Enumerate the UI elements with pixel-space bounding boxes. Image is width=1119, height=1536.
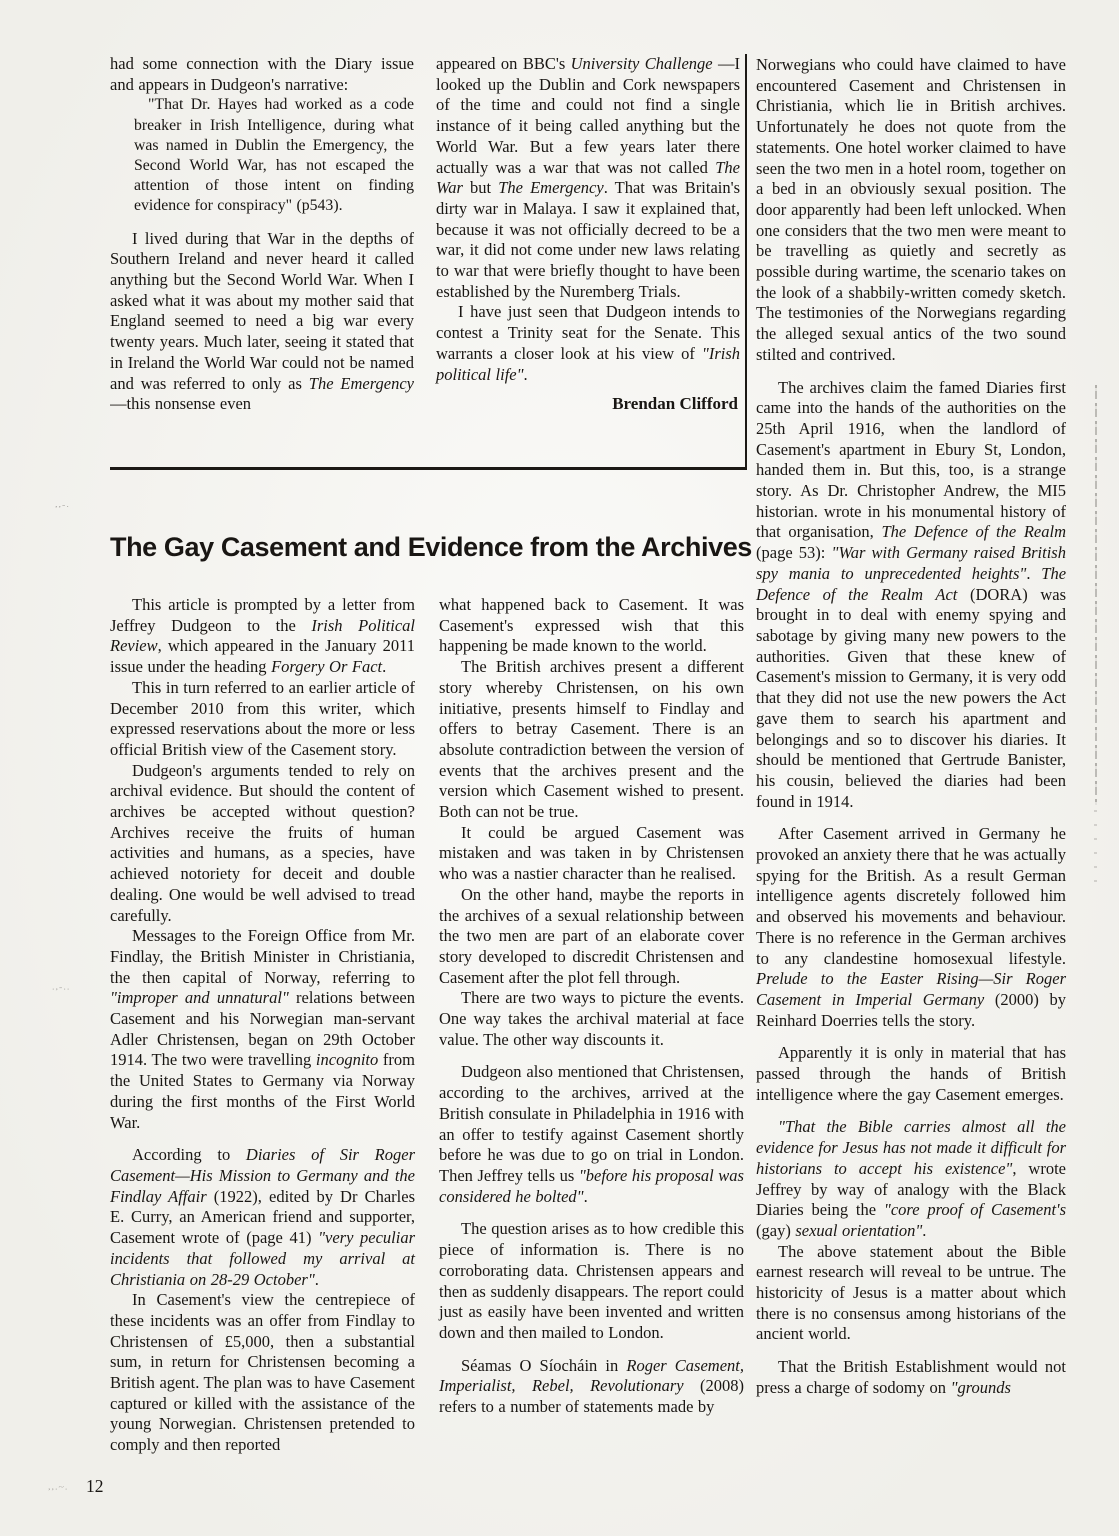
paragraph: I have just seen that Dudgeon intends to contest a Trinity seat for the Senate. This warrants a closer look at his view of "Irish political life". <box>436 302 740 384</box>
paragraph: This in turn referred to an earlier article of December 2010 from this writer, which expressed reservations about the more or less official British view of the Casement story. <box>110 677 415 759</box>
paragraph: Apparently it is only in material that has passed through the hands of British intelligence where the gay Casement emerges. <box>756 1043 1066 1104</box>
paragraph: After Casement arrived in Germany he provoked an anxiety there that he was actually spying for the British. As a result German intelligence agents discretely followed him and observed his movements and behaviour. There is no reference in the German archives to any clandestine homosexual lifestyle. Prelude to the Easter Rising—Sir Roger Casement in Imperial Germany (2000) by Reinhard Doerries tells the story. <box>756 824 1066 1030</box>
paragraph: On the other hand, maybe the reports in the archives of a sexual relationship between the two men are part of an elaborate cover story developed to discredit Christensen and Casement after the plot fell through. <box>439 884 744 987</box>
scan-artifact: ,,.~. <box>48 1483 69 1492</box>
paragraph: There are two ways to picture the events. One way takes the archival material at face value. The other way discounts it. <box>439 988 744 1049</box>
paragraph: Dudgeon's arguments tended to rely on archival evidence. But should the content of archives be accepted without question? Archives receive the fruits of human activities and humans, as a species, have achieved notoriety for deceit and double dealing. One would be well advised to tread carefully. <box>110 760 415 925</box>
byline: Brendan Clifford <box>612 394 738 414</box>
page-number: 12 <box>86 1476 104 1496</box>
paragraph: This article is prompted by a letter from Jeffrey Dudgeon to the Irish Political Review, which appeared in the January 2011 issue under the heading Forgery Or Fact. <box>110 595 415 677</box>
paragraph: The archives claim the famed Diaries first came into the hands of the authorities on the 25th April 1916, when the landlord of Casement's apartment in Ebury St, London, handed them in. But this, too, is a strange story. As Dr. Christopher Andrew, the MI5 historian. wrote in his monumental history of that organisation, The Defence of the Realm (page 53): "War with Germany raised British spy mania to unprecedented heights". The Defence of the Realm Act (DORA) was brought in to deal with enemy spying and sabotage by giving many new powers to the authorities. Given that these knew of Casement's mission to Germany, it is very odd that they did not use the new powers the Act gave them to search his apartment and belongings and so to discover his diaries. It should be mentioned that Gertrude Banister, his cousin, believed the diaries had been found in 1914. <box>756 377 1067 811</box>
paragraph: Dudgeon also mentioned that Christensen, according to the archives, arrived at the British consulate in Philadelphia in 1916 with an offer to testify against Casement shortly before he was due to go on trial in London. Then Jeffrey tells us "before his proposal was considered he bolted". <box>439 1062 744 1206</box>
paragraph: "That Dr. Hayes had worked as a code breaker in Irish Intelligence, during what was named in Dublin the Emergency, the Second World War, has not escaped the attention of those intent on finding evidence for conspiracy" (p543). <box>134 96 414 215</box>
paragraph: what happened back to Casement. It was Casement's expressed wish that this happening be made known to the world. <box>439 595 744 656</box>
paragraph: The question arises as to how credible this piece of information is. There is no corroborating data. Christensen appears and then as suddenly disappears. The report could just as easily have been invented and written down and then mailed to London. <box>439 1219 744 1342</box>
paragraph: In Casement's view the centrepiece of these incidents was an offer from Findlay to Christensen of £5,000, then a substantial sum, in return for Christensen becoming a British agent. The plan was to have Casement captured or killed with the assistance of the young Norwegian. Christensen pretended to comply and then reported <box>110 1290 415 1455</box>
paragraph: According to Diaries of Sir Roger Casement—His Mission to Germany and the Findlay Affair (1922), edited by Dr Charles E. Curry, an American friend and supporter, Casement wrote of (page 41) "very peculiar incidents that followed my arrival at Christiania on 28-29 October". <box>110 1145 415 1289</box>
paragraph: That the British Establishment would not press a charge of sodomy on "grounds <box>756 1357 1066 1397</box>
scan-artifact <box>1094 810 1097 890</box>
previous-article-column-1 <box>110 54 414 467</box>
main-article-column-3 <box>756 55 1066 1399</box>
paragraph: Séamas O Síocháin in Roger Casement, Imperialist, Rebel, Revolutionary (2008) refers to a number of statements made by <box>439 1355 745 1417</box>
article-headline: The Gay Casement and Evidence from the Archives <box>110 532 752 562</box>
section-divider-rule <box>110 467 747 470</box>
paragraph: Norwegians who could have claimed to have encountered Casement and Christensen in Christiania, which lie in British archives. Unfortunately he does not quote from the statements. One hotel worker claimed to have seen the two men in a hotel room, together on a bed in an obviously sexual position. The door apparently had been left unlocked. When one considers that the two men were meant to be travelling as quietly and secretly as possible during wartime, the scenario takes on the look of a shabbily-written comedy sketch. The testimonies of the Norwegians regarding the alleged sexual antics of the two sound stilted and contrived. <box>756 55 1066 364</box>
scan-artifact: ,,-. <box>55 501 70 510</box>
paragraph: Messages to the Foreign Office from Mr. Findlay, the British Minister in Christiania, the then capital of Norway, referring to "improper and unnatural" relations between Casement and his Norwegian man-servant Adler Christensen, began on 29th October 1914. The two were travelling incognito from the United States to Germany via Norway during the first months of the First World War. <box>110 926 416 1132</box>
paragraph: The British archives present a different story whereby Christensen, on his own initiative, presents himself to Findlay and offers to betray Casement. There is an absolute contradiction between the version of events that the archives present and the version which Casement wished to present. Both can not be true. <box>439 657 744 822</box>
scan-artifact: .,-.. <box>52 983 71 992</box>
previous-article-column-2 <box>436 54 740 467</box>
paragraph: "That the Bible carries almost all the evidence for Jesus has not made it difficult for historians to accept his existence", wrote Jeffrey by way of analogy with the Black Diaries being the "core proof of Casement's (gay) sexual orientation". <box>756 1117 1067 1240</box>
main-article-column-2 <box>439 595 744 1456</box>
scan-artifact <box>1095 385 1097 805</box>
previous-article-section <box>110 54 747 467</box>
main-article-column-1 <box>110 595 415 1456</box>
left-two-column-zone <box>110 54 752 1456</box>
paragraph: I lived during that War in the depths of Southern Ireland and never heard it called anything but the Second World War. When I asked what it was about my mother said that England seemed to need a big war every twenty years. Much later, seeing it stated that in Ireland the World War could not be named and was referred to only as The Emergency—this nonsense even <box>110 228 415 414</box>
paragraph: had some connection with the Diary issue and appears in Dudgeon's narrative: <box>110 54 414 94</box>
main-article-columns <box>110 595 747 1456</box>
paragraph: It could be argued Casement was mistaken and was taken in by Christensen who was a nastier character than he realised. <box>439 822 744 884</box>
paragraph: appeared on BBC's University Challenge —I looked up the Dublin and Cork newspapers of the time and could not find a single instance of it being called anything but the World War. But a few years later there actually was a war that was not called The War but The Emergency. That was Britain's dirty war in Malaya. I saw it explained that, because it was not officially decreed to be a war, it did not come under new laws relating to war that were briefly thought to have been established by the Nuremberg Trials. <box>436 54 740 301</box>
paragraph: The above statement about the Bible earnest research will reveal to be untrue. The historicity of Jesus is a matter about which there is no consensus among historians of the ancient world. <box>756 1241 1066 1344</box>
